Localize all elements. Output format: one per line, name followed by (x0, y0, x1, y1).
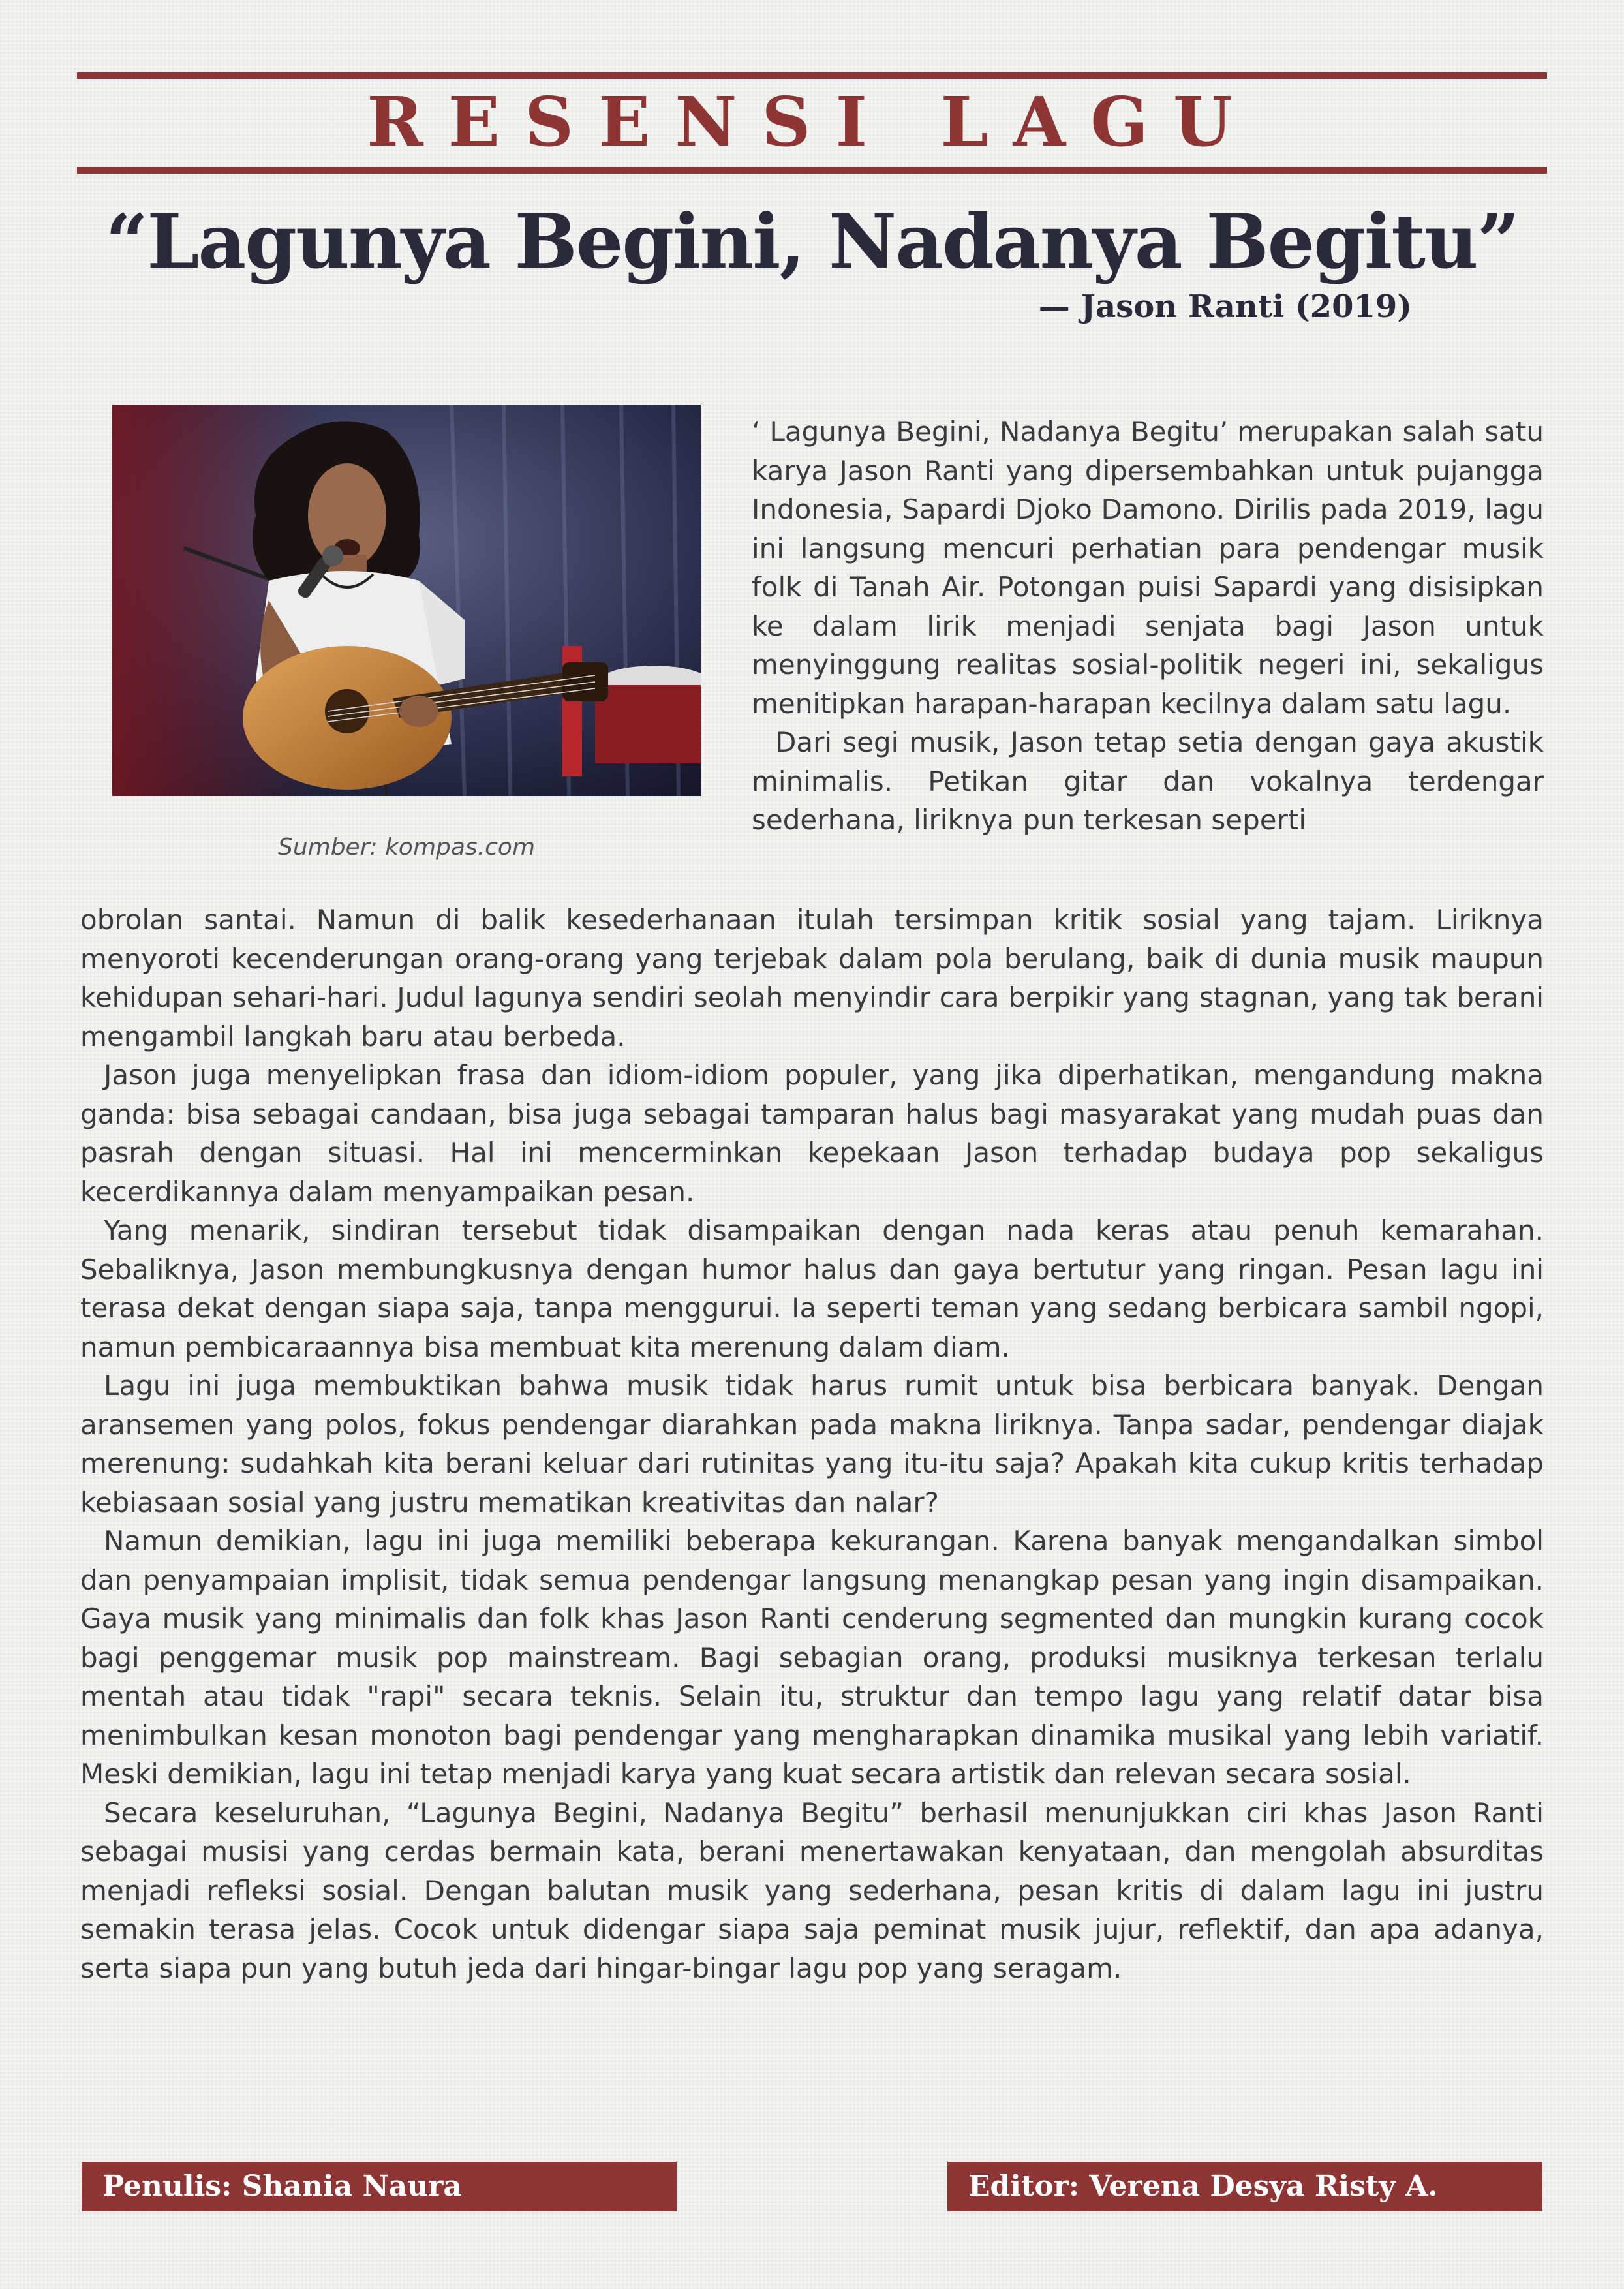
photo-caption: Sumber: kompas.com (277, 834, 536, 861)
article-paragraph: Lagu ini juga membuktikan bahwa musik tidak harus rumit untuk bisa berbicara banyak. Dengan aransemen yang polos, fokus pendengar diarahkan pada makna liriknya. Tanpa sadar, pendengar diajak merenung: sudahkah kita berani keluar dari rutinitas yang itu-itu saja? Apakah kita cukup kritis terhadap kebiasaan sosial yang justru mematikan kreativitas dan nalar? (80, 1370, 1544, 1518)
article-paragraph: obrolan santai. Namun di balik kesederhanaan itulah tersimpan kritik sosial yang tajam. Liriknya menyoroti kecenderungan orang-orang yang terjebak dalam pola berulang, baik di dunia musik maupun kehidupan sehari-hari. Judul lagunya sendiri seolah menyindir cara berpikir yang stagnan, yang tak berani mengambil langkah baru atau berbeda. (80, 904, 1544, 1052)
article-paragraph: Dari segi musik, Jason tetap setia dengan gaya akustik minimalis. Petikan gitar dan vokalnya terdengar sederhana, liriknya pun terkesan seperti (752, 726, 1544, 836)
article-paragraph: Secara keseluruhan, “Lagunya Begini, Nadanya Begitu” berhasil menunjukkan ciri khas Jason Ranti sebagai musisi yang cerdas bermain kata, berani menertawakan kenyataan, dan mengolah absurditas menjadi refleksi sosial. Dengan balutan musik yang sederhana, pesan kritis di dalam lagu ini justru semakin terasa jelas. Cocok untuk didengar siapa saja peminat musik jujur, reflektif, dan apa adanya, serta siapa pun yang butuh jeda dari hingar-bingar lagu pop yang seragam. (80, 1796, 1544, 1984)
footer-writer-credit: Penulis: Shania Naura (82, 2162, 677, 2211)
article-paragraph: ‘ Lagunya Begini, Nadanya Begitu’ merupakan salah satu karya Jason Ranti yang dipersembahkan untuk pujangga Indonesia, Sapardi Djoko Damono. Dirilis pada 2019, lagu ini langsung mencuri perhatian para pendengar musik folk di Tanah Air. Potongan puisi Sapardi yang disisipkan ke dalam lirik menjadi senjata bagi Jason untuk menyinggung realitas sosial-politik negeri ini, sekaligus menitipkan harapan-harapan kecilnya dalam satu lagu. (752, 416, 1544, 720)
section-title: RESENSI LAGU (367, 82, 1257, 162)
header-rule-bottom (77, 167, 1547, 174)
article-paragraph: Yang menarik, sindiran tersebut tidak disampaikan dengan nada keras atau penuh kemarahan. Sebaliknya, Jason membungkusnya dengan humor halus dan gaya bertutur yang ringan. Pesan lagu ini terasa dekat dengan siapa saja, tanpa menggurui. Ia seperti teman yang sedang berbicara sambil ngopi, namun pembicaraannya bisa membuat kita merenung dalam diam. (80, 1214, 1544, 1363)
article-column-text (752, 412, 1544, 840)
article-body-text (80, 900, 1544, 1988)
article-paragraph: Jason juga menyelipkan frasa dan idiom-idiom populer, yang jika diperhatikan, mengandung makna ganda: bisa sebagai candaan, bisa juga sebagai tamparan halus bagi masyarakat yang mudah puas dan pasrah dengan situasi. Hal ini mencerminkan kepekaan Jason terhadap budaya pop sekaligus kecerdikannya dalam menyampaikan pesan. (80, 1059, 1544, 1208)
song-title: “Lagunya Begini, Nadanya Begitu” (105, 198, 1519, 285)
header-rule-top (77, 72, 1547, 79)
artist-byline: — Jason Ranti (2019) (1038, 288, 1412, 325)
article-paragraph: Namun demikian, lagu ini juga memiliki beberapa kekurangan. Karena banyak mengandalkan simbol dan penyampaian implisit, tidak semua pendengar langsung menangkap pesan yang ingin disampaikan. Gaya musik yang minimalis dan folk khas Jason Ranti cenderung segmented dan mungkin kurang cocok bagi penggemar musik pop mainstream. Bagi sebagian orang, produksi musiknya terkesan terlalu mentah atau tidak "rapi" secara teknis. Selain itu, struktur dan tempo lagu yang relatif datar bisa menimbulkan kesan monoton bagi pendengar yang mengharapkan dinamika musikal yang lebih variatif. Meski demikian, lagu ini tetap menjadi karya yang kuat secara artistik dan relevan secara sosial. (80, 1525, 1544, 1790)
footer-editor-credit: Editor: Verena Desya Risty A. (947, 2162, 1542, 2211)
article-photo (112, 405, 701, 796)
